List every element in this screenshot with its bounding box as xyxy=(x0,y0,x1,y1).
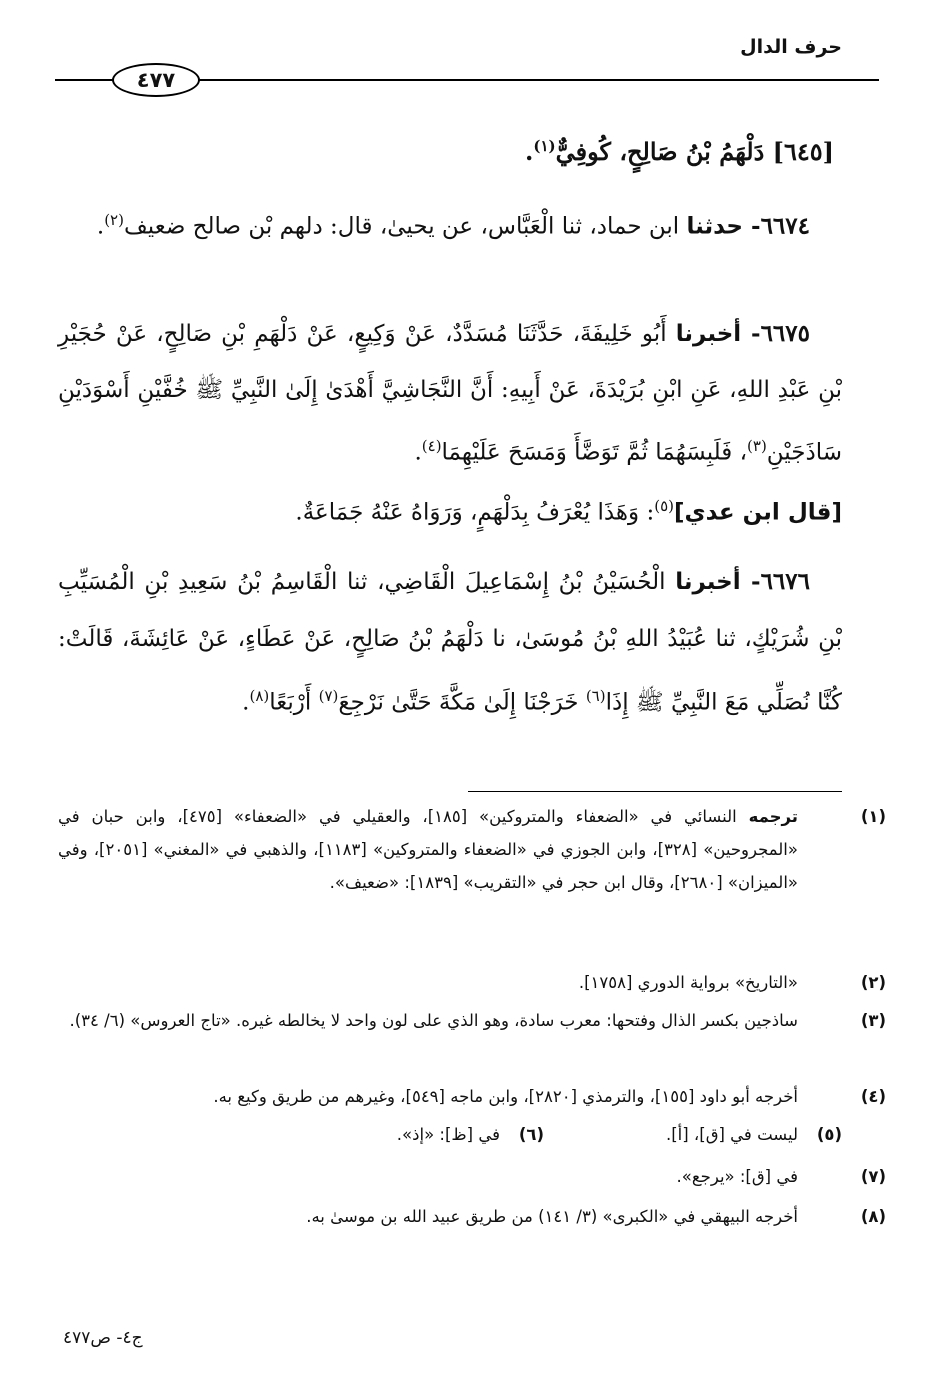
footnote-1 xyxy=(58,800,886,899)
footnote-text: ليست في [ق]، [أ]. xyxy=(665,1125,798,1144)
footnote-number: (٤) xyxy=(860,1087,886,1106)
paragraph-end: . xyxy=(242,689,250,716)
footnote-ref: (٣) xyxy=(747,437,767,455)
paragraph-end: . xyxy=(414,439,422,466)
volume-page-footer: ج٤- ص٤٧٧ xyxy=(63,1328,143,1348)
footnote-ref: (٢) xyxy=(104,211,124,229)
footnote-number: (٥) xyxy=(816,1125,842,1144)
commentary-label: [قال ابن عدي] xyxy=(674,499,842,526)
footnote-number: (١) xyxy=(860,807,886,826)
transmission-keyword: حدثنا xyxy=(686,213,744,240)
hadith-number: ٦٦٧٦- xyxy=(740,568,810,595)
transmission-keyword: أخبرنا xyxy=(675,569,741,595)
footnote-text: في [ق]: «يرجع». xyxy=(676,1167,798,1186)
paragraph-text: أَبُو خَلِيفَةَ، حَدَّثَنَا مُسَدَّدٌ، عَنْ وَكِيعٍ، عَنْ دَلْهَمِ بْنِ صَالِحٍ، عَنْ حُجَيْرِ بْنِ عَبْدِ اللهِ، عَنِ ابْنِ بُرَيْدَةَ، عَنْ أَبِيهِ: أَنَّ النَّجَاشِيَّ أَهْدَىٰ إِلَىٰ النَّبِيِّ ﷺ خُفَّيْنِ أَسْوَدَيْنِ سَاذَجَيْنِ xyxy=(58,321,842,466)
footnote-text: أخرجه البيهقي في «الكبرى» (٣/ ١٤١) من طريق عبيد الله بن موسىٰ به. xyxy=(306,1207,798,1226)
footnote-ref: (٥) xyxy=(654,497,674,515)
hadith-number: ٦٦٧٤- xyxy=(743,212,810,240)
page-number: ٤٧٧ xyxy=(112,63,200,97)
footnote-text: ساذجين بكسر الذال وفتحها: معرب سادة، وهو الذي على لون واحد لا يخالطه غيره. «تاج العروس» (٦/ ٣٤). xyxy=(69,1011,798,1030)
footnote-8 xyxy=(58,1200,886,1233)
footnote-ref: (٧) xyxy=(318,687,339,705)
paragraph-text: الْحُسَيْنُ بْنُ إِسْمَاعِيلَ الْقَاضِي، ثنا الْقَاسِمُ بْنُ سَعِيدِ بْنِ الْمُسَيِّبِ بْنِ شُرَيْكٍ، ثنا عُبَيْدُ اللهِ بْنُ مُوسَىٰ، نا دَلْهَمُ بْنُ صَالِحٍ، عَنْ عَطَاءٍ، عَنْ عَائِشَةَ، قَالَتْ: كُنَّا نُصَلِّي مَعَ النَّبِيِّ ﷺ إِذَا xyxy=(58,569,842,716)
paragraph-text: خَرَجْنَا إِلَىٰ مَكَّةَ حَتَّىٰ نَرْجِعَ xyxy=(338,689,586,716)
footnote-ref: (٤) xyxy=(421,437,442,455)
paragraph-text: ، فَلَبِسَهُمَا ثُمَّ تَوَضَّأَ وَمَسَحَ عَلَيْهِمَا xyxy=(441,439,748,466)
paragraph-end: . xyxy=(96,213,105,240)
paragraph-text: أَرْبَعًا xyxy=(269,689,319,716)
footnote-text: النسائي في «الضعفاء والمتروكين» [١٨٥]، والعقيلي في «الضعفاء» [٤٧٥]، وابن حبان في «المجروحين» [٣٢٨]، وابن الجوزي في «الضعفاء والمتروكين» [١١٨٣]، والذهبي في «المغني» [٢٠٥١]، وفي «الميزان» [٢٦٨٠]، وقال ابن حجر في «التقريب» [١٨٣٩]: «ضعيف». xyxy=(58,807,798,892)
footnote-number: (٦) xyxy=(518,1125,544,1144)
footnote-6 xyxy=(397,1118,544,1151)
footnote-number: (٨) xyxy=(860,1207,886,1226)
footnote-2 xyxy=(58,966,886,999)
footnote-3 xyxy=(58,1004,886,1037)
transmission-keyword: أخبرنا xyxy=(675,321,742,347)
footnote-text: «التاريخ» برواية الدوري [١٧٥٨]. xyxy=(578,973,798,992)
footnote-separator xyxy=(468,791,842,792)
chapter-title: حرف الدال xyxy=(740,36,842,58)
footnote-keyword: ترجمه xyxy=(748,807,798,826)
footnote-number: (٧) xyxy=(860,1167,886,1186)
entry-heading-end: . xyxy=(525,137,534,166)
footnote-ref: (٨) xyxy=(249,687,270,705)
footnote-text: في [ظ]: «إذ». xyxy=(396,1125,500,1144)
entry-heading-text: [٦٤٥] دَلْهَمُ بْنُ صَالِحٍ، كُوفِيٌّ xyxy=(555,137,834,166)
entry-heading xyxy=(525,126,834,172)
footnote-number: (٢) xyxy=(860,973,886,992)
footnote-7 xyxy=(58,1160,886,1193)
commentary-paragraph xyxy=(58,484,842,535)
paragraph-text: ابن حماد، ثنا الْعَبَّاس، عن يحيىٰ، قال: دلهم بْن صالح ضعيف xyxy=(123,213,687,240)
hadith-paragraph-6676 xyxy=(58,553,842,732)
paragraph-text: : وَهَذَا يُعْرَفُ بِدَلْهَمٍ، وَرَوَاهُ عَنْهُ جَمَاعَةٌ. xyxy=(295,499,655,526)
footnote-5 xyxy=(666,1118,842,1151)
hadith-paragraph-6675 xyxy=(58,306,842,481)
footnote-number: (٣) xyxy=(860,1011,886,1030)
hadith-number: ٦٦٧٥- xyxy=(741,320,810,347)
footnote-text: أخرجه أبو داود [١٥٥]، والترمذي [٢٨٢٠]، وابن ماجه [٥٤٩]، وغيرهم من طريق وكيع به. xyxy=(213,1087,798,1106)
footnote-4 xyxy=(58,1080,886,1113)
footnote-ref: (٦) xyxy=(585,687,606,705)
footnote-ref: (١) xyxy=(533,137,556,155)
hadith-paragraph-6674 xyxy=(58,190,842,257)
